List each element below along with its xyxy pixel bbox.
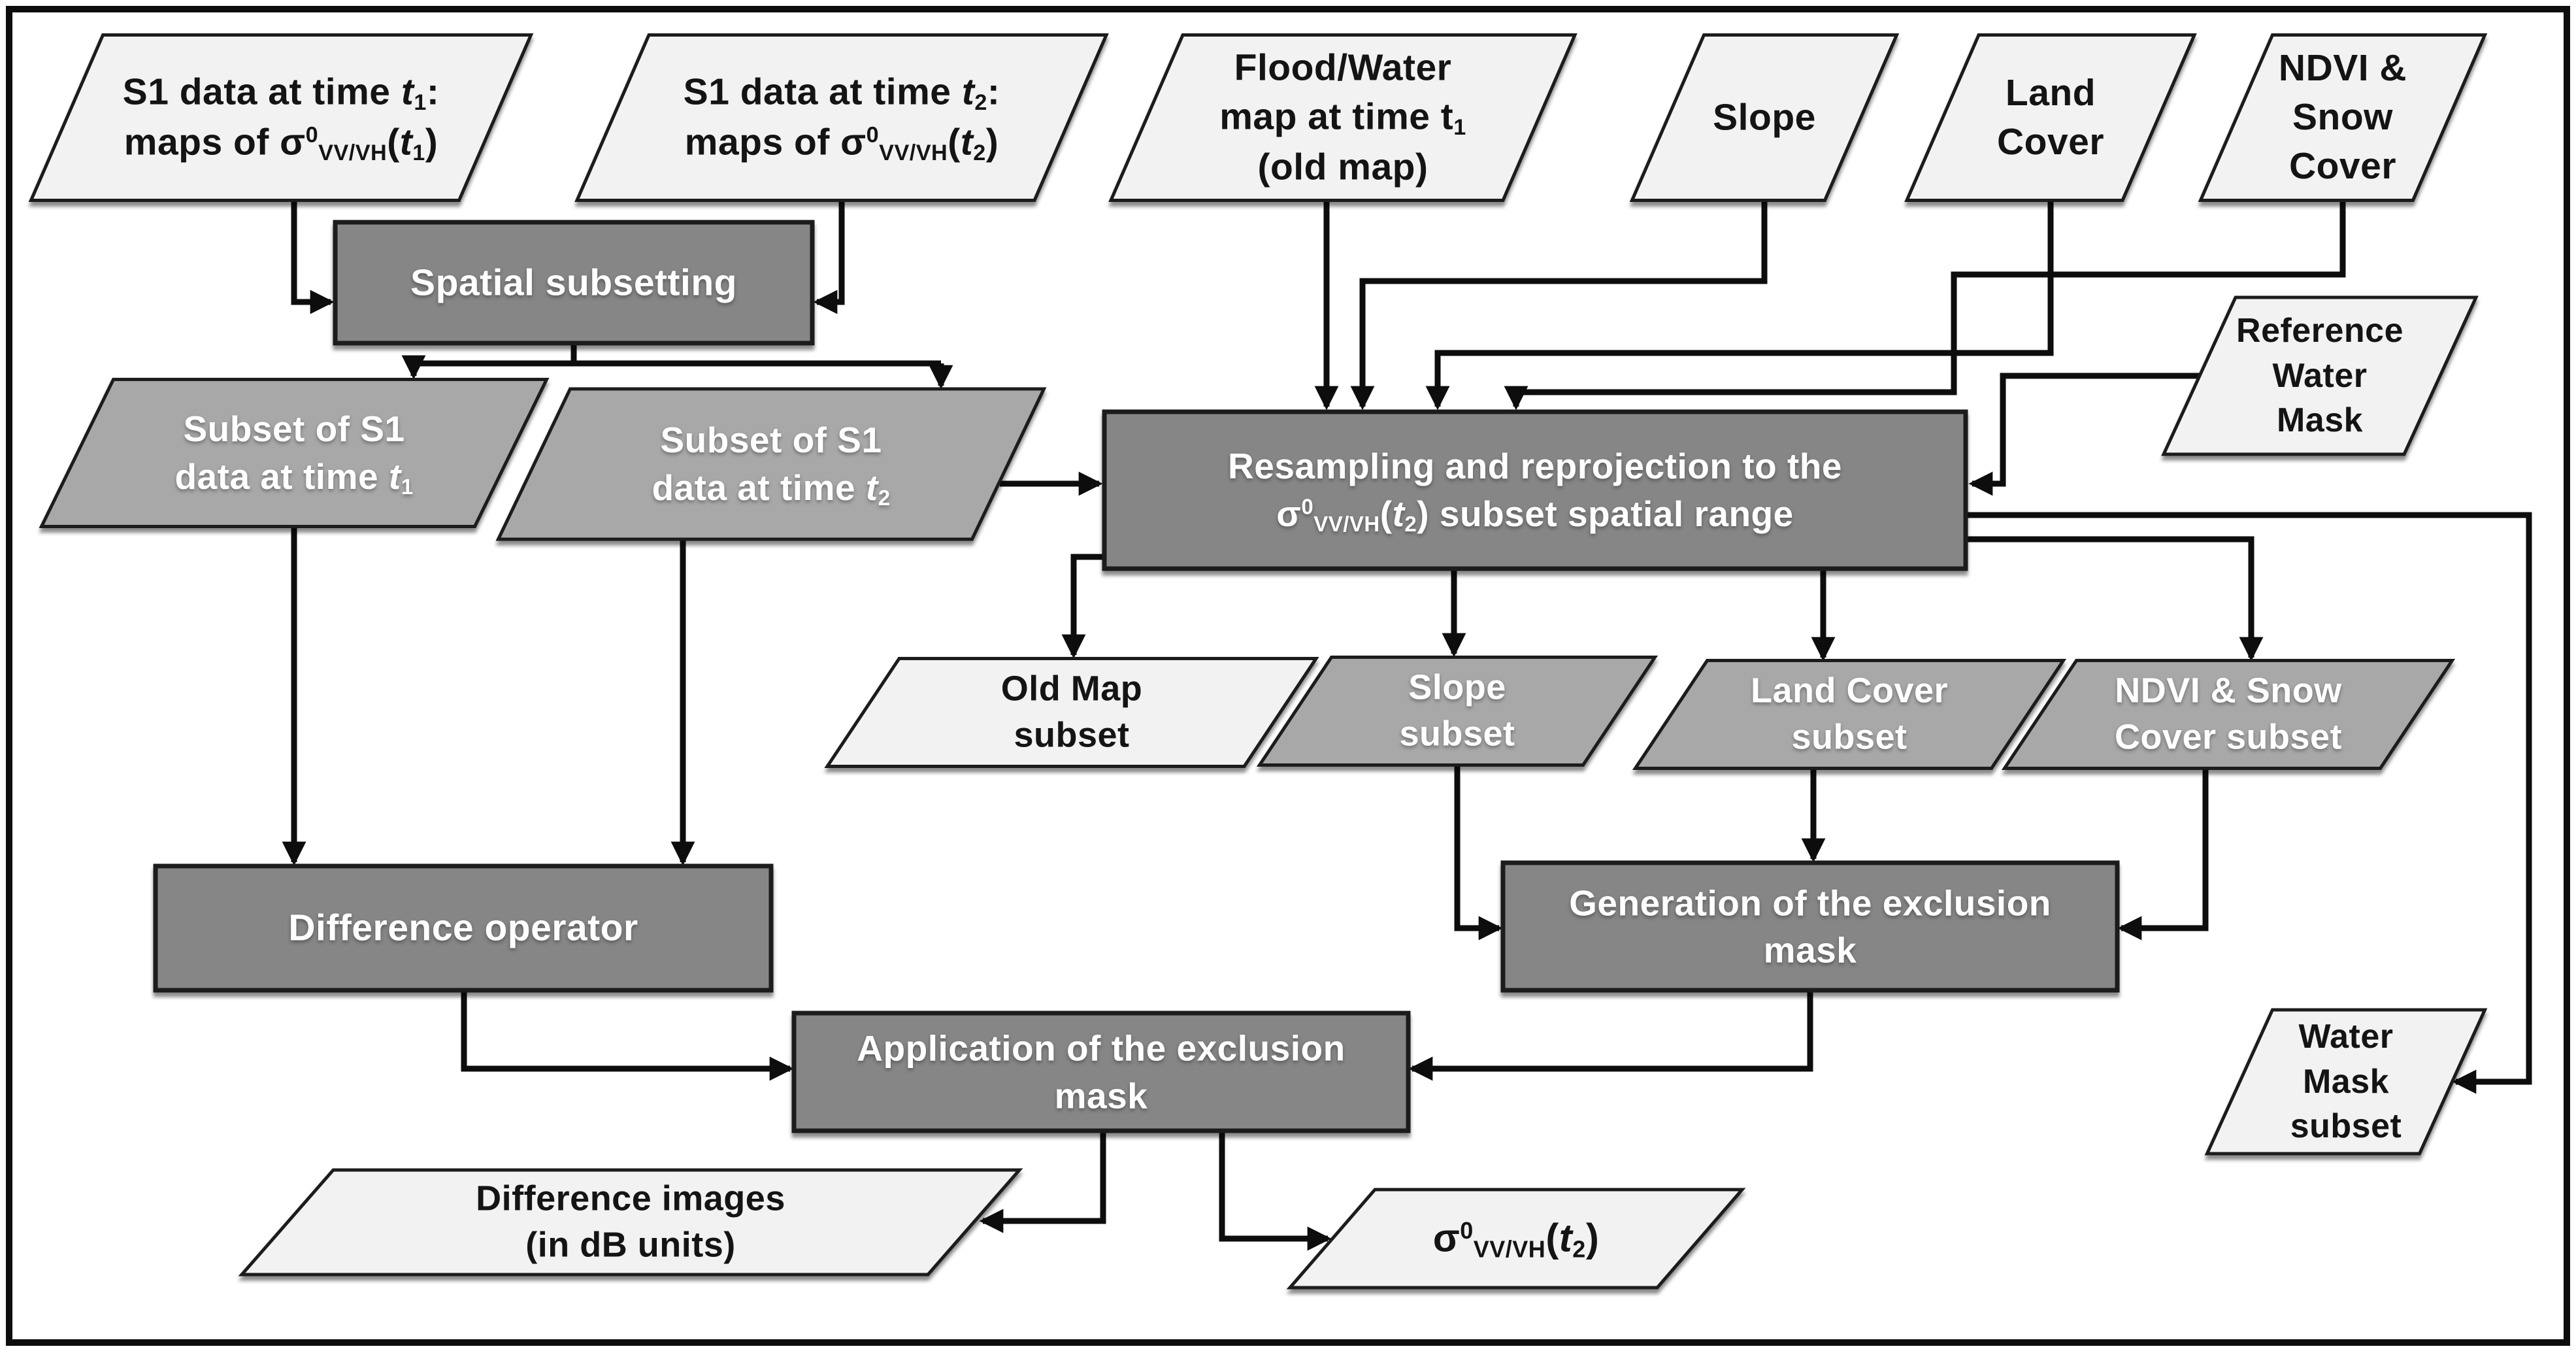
data-land-cover-subset (1636, 661, 2064, 769)
data-land-cover-subset-line-1: subset (1791, 718, 1907, 757)
input-slope (1632, 35, 1897, 201)
process-resampling-reprojection-line-0: Resampling and reprojection to the (1228, 445, 1842, 486)
connector-ndvi-subset-to-generation (2121, 769, 2205, 928)
process-application-exclusion-mask-line-1: mask (1054, 1075, 1148, 1116)
connector-resampling-to-water-mask-subset (1966, 515, 2529, 1082)
input-flood-water-map-line-1: map at time $t_1$ (1219, 95, 1466, 141)
output-difference-images-line-1: (in dB units) (525, 1226, 736, 1265)
process-generation-exclusion-mask-line-0: Generation of the exclusion (1569, 882, 2051, 923)
connector-reference-water-mask-to-resampling (1972, 376, 2200, 484)
input-ndvi-snow-cover (2201, 35, 2485, 201)
data-subset-s1-t2-line-0: Subset of S1 (660, 419, 882, 460)
output-sigma0-t2-line-0: $\sigma^0_{VV/VH}(t_2)$ (1432, 1216, 1600, 1263)
input-s1-t1-line-1: maps of $\sigma^0_{VV/VH}(t_1)$ (124, 121, 438, 165)
data-water-mask-subset-line-2: subset (2290, 1107, 2402, 1146)
process-generation-exclusion-mask (1503, 863, 2117, 990)
input-flood-water-map-line-2: (old map) (1257, 146, 1428, 188)
connector-slope-subset-to-generation (1457, 765, 1499, 928)
input-s1-t2 (577, 35, 1106, 201)
process-application-exclusion-mask (794, 1013, 1408, 1131)
connector-s1-t1-to-spatial-subsetting (294, 201, 331, 302)
data-subset-s1-t2 (499, 389, 1044, 539)
process-spatial-subsetting (335, 222, 812, 343)
input-reference-water-mask-line-1: Water (2272, 356, 2368, 395)
connector-resampling-to-old-map-subset (1074, 557, 1104, 655)
input-land-cover (1907, 35, 2194, 201)
data-subset-s1-t1-line-0: Subset of S1 (183, 408, 405, 449)
input-s1-t1 (31, 35, 531, 201)
data-ndvi-snow-cover-subset (2005, 661, 2452, 769)
connector-difference-to-application (464, 990, 790, 1069)
process-application-exclusion-mask-line-0: Application of the exclusion (857, 1027, 1346, 1069)
input-reference-water-mask (2164, 297, 2476, 454)
data-ndvi-snow-cover-subset-line-0: NDVI & Snow (2115, 671, 2342, 710)
input-reference-water-mask-line-0: Reference (2236, 312, 2403, 350)
input-land-cover-line-0: Land (2005, 71, 2096, 114)
input-flood-water-map-line-0: Flood/Water (1234, 46, 1452, 89)
data-ndvi-snow-cover-subset-line-1: Cover subset (2114, 718, 2343, 757)
output-difference-images (242, 1170, 1019, 1275)
data-slope-subset (1260, 658, 1655, 765)
process-generation-exclusion-mask-line-1: mask (1763, 929, 1857, 971)
data-slope-subset-line-0: Slope (1408, 667, 1506, 707)
data-water-mask-subset-line-0: Water (2298, 1018, 2394, 1056)
data-old-map-subset-line-0: Old Map (1000, 669, 1143, 709)
connector-resampling-to-ndvi-subset (1966, 539, 2251, 658)
connector-s1-t2-to-spatial-subsetting (817, 201, 842, 302)
input-land-cover-line-1: Cover (1996, 121, 2105, 163)
data-land-cover-subset-line-0: Land Cover (1750, 671, 1949, 710)
output-difference-images-line-0: Difference images (476, 1178, 785, 1218)
data-water-mask-subset-line-1: Mask (2302, 1062, 2390, 1101)
connector-land-cover-to-resampling (1438, 201, 2051, 407)
process-difference-operator (156, 866, 771, 990)
input-ndvi-snow-cover-line-2: Cover (2288, 145, 2397, 188)
input-s1-t1-line-0: S1 data at time $t_1$: (122, 71, 440, 115)
input-ndvi-snow-cover-line-0: NDVI & (2278, 47, 2407, 90)
output-sigma0-t2 (1290, 1190, 1742, 1288)
data-old-map-subset-line-1: subset (1014, 716, 1130, 755)
process-resampling-reprojection (1104, 412, 1966, 569)
data-subset-s1-t1-line-1: data at time $t_1$ (174, 456, 414, 499)
input-s1-t2-line-0: S1 data at time $t_2$: (683, 71, 1000, 115)
data-subset-s1-t1 (42, 380, 547, 527)
data-slope-subset-line-1: subset (1399, 714, 1515, 754)
connector-application-to-sigma0 (1222, 1131, 1328, 1239)
input-s1-t2-line-1: maps of $\sigma^0_{VV/VH}(t_2)$ (684, 121, 999, 165)
input-slope-line-0: Slope (1713, 96, 1816, 139)
input-flood-water-map (1111, 35, 1575, 201)
data-subset-s1-t2-line-1: data at time $t_2$ (652, 467, 891, 510)
input-ndvi-snow-cover-line-1: Snow (2292, 96, 2393, 139)
data-old-map-subset (827, 659, 1316, 767)
input-reference-water-mask-line-2: Mask (2276, 401, 2364, 440)
connector-slope-to-resampling (1362, 201, 1764, 407)
process-resampling-reprojection-line-1: $\sigma^0_{VV/VH}(t_2)$ subset spatial range (1276, 493, 1794, 536)
data-water-mask-subset (2207, 1010, 2485, 1154)
connector-generation-to-application (1412, 990, 1810, 1069)
process-difference-operator-line-0: Difference operator (288, 907, 638, 949)
process-spatial-subsetting-line-0: Spatial subsetting (410, 261, 737, 303)
